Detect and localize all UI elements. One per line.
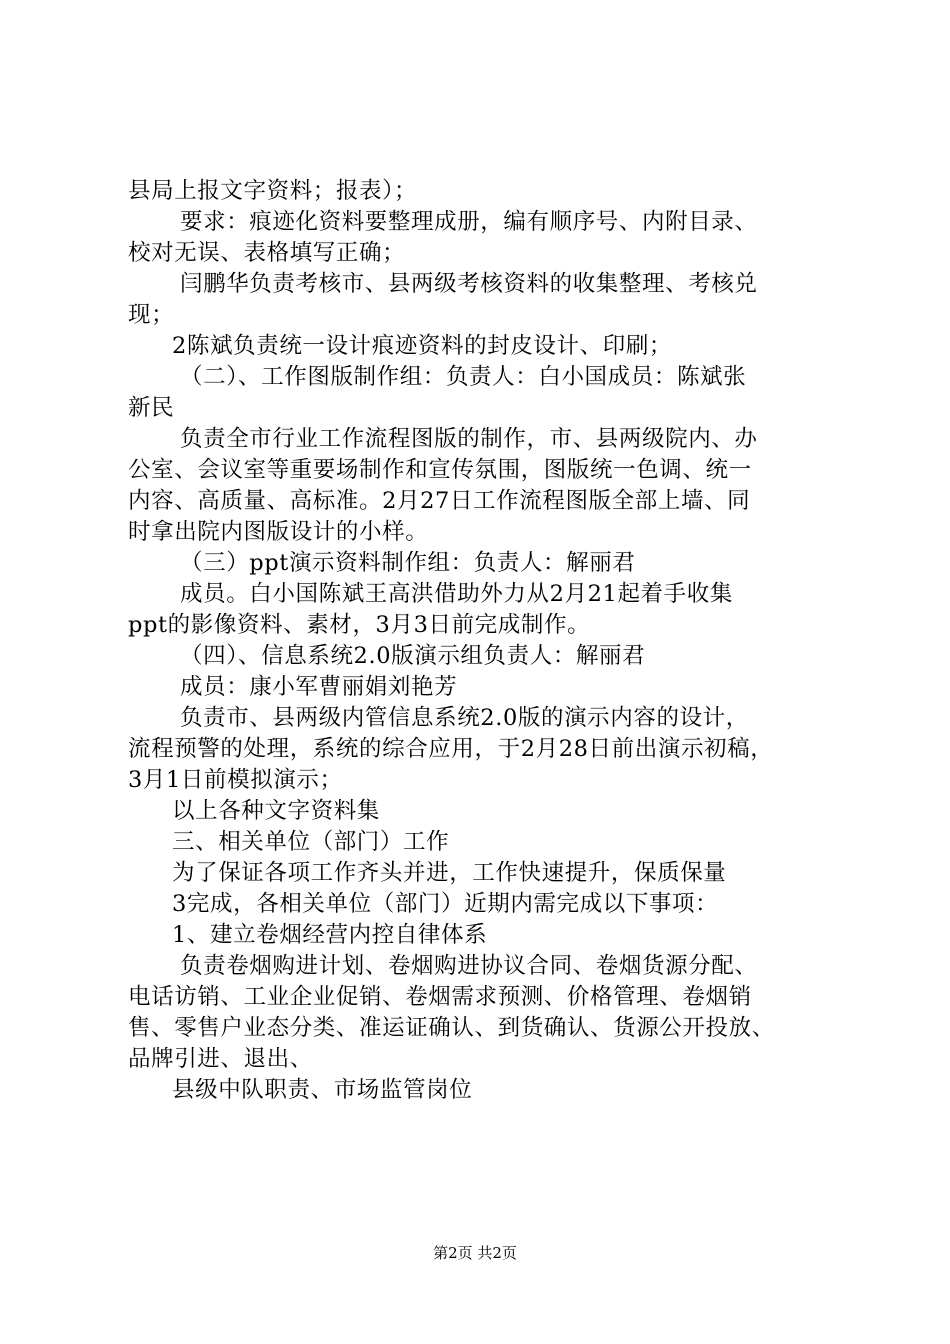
body-line-2: 要求：痕迹化资料要整理成册，编有顺序号、内附目录、 [180,209,758,235]
body-line-17: 成员：康小军曹丽娟刘艳芳 [180,674,458,700]
body-line-26: 负责卷烟购进计划、卷烟购进协议合同、卷烟货源分配、 [180,953,758,979]
body-line-8: 新民 [128,395,175,421]
body-line-11: 内容、高质量、高标准。2月27日工作流程图版全部上墙、同 [128,488,751,514]
body-line-13: （三）ppt演示资料制作组：负责人：解丽君 [180,550,636,576]
body-line-3: 校对无误、表格填写正确； [128,240,406,266]
page-number: 第2页 [433,1244,473,1262]
body-line-9: 负责全市行业工作流程图版的制作，市、县两级院内、办 [180,426,758,452]
body-line-5: 现； [128,302,175,328]
body-line-6: 2陈斌负责统一设计痕迹资料的封皮设计、印刷； [172,333,673,359]
body-line-10: 公室、会议室等重要场制作和宣传氛围，图版统一色调、统一 [128,457,752,483]
body-line-1: 县局上报文字资料；报表）； [128,178,418,204]
page-footer [0,1243,950,1263]
body-line-28: 售、零售户业态分类、准运证确认、到货确认、货源公开投放、 [128,1015,775,1041]
page-total: 共2页 [477,1244,517,1262]
body-line-15: ppt的影像资料、素材，3月3日前完成制作。 [128,612,591,638]
body-line-20: 3月1日前模拟演示； [128,767,343,793]
body-line-30: 县级中队职责、市场监管岗位 [172,1077,473,1103]
body-line-23: 为了保证各项工作齐头并进，工作快速提升，保质保量 [172,860,727,886]
body-line-29: 品牌引进、退出、 [128,1046,313,1072]
body-line-22: 三、相关单位（部门）工作 [172,829,450,855]
body-line-19: 流程预警的处理，系统的综合应用，于2月28日前出演示初稿， [128,736,774,762]
body-line-7: （二）、工作图版制作组：负责人：白小国成员：陈斌张 [180,364,747,390]
body-line-16: （四）、信息系统2.0版演示组负责人：解丽君 [180,643,646,669]
body-line-27: 电话访销、工业企业促销、卷烟需求预测、价格管理、卷烟销 [128,984,752,1010]
body-line-18: 负责市、县两级内管信息系统2.0版的演示内容的设计， [180,705,749,731]
body-line-25: 1、建立卷烟经营内控自律体系 [172,922,488,948]
body-line-14: 成员。白小国陈斌王高洪借助外力从2月21起着手收集 [180,581,733,607]
body-line-21: 以上各种文字资料集 [172,798,380,824]
body-line-12: 时拿出院内图版设计的小样。 [128,519,429,545]
body-line-4: 闫鹏华负责考核市、县两级考核资料的收集整理、考核兑 [180,271,758,297]
body-line-24: 3完成，各相关单位（部门）近期内需完成以下事项： [172,891,719,917]
